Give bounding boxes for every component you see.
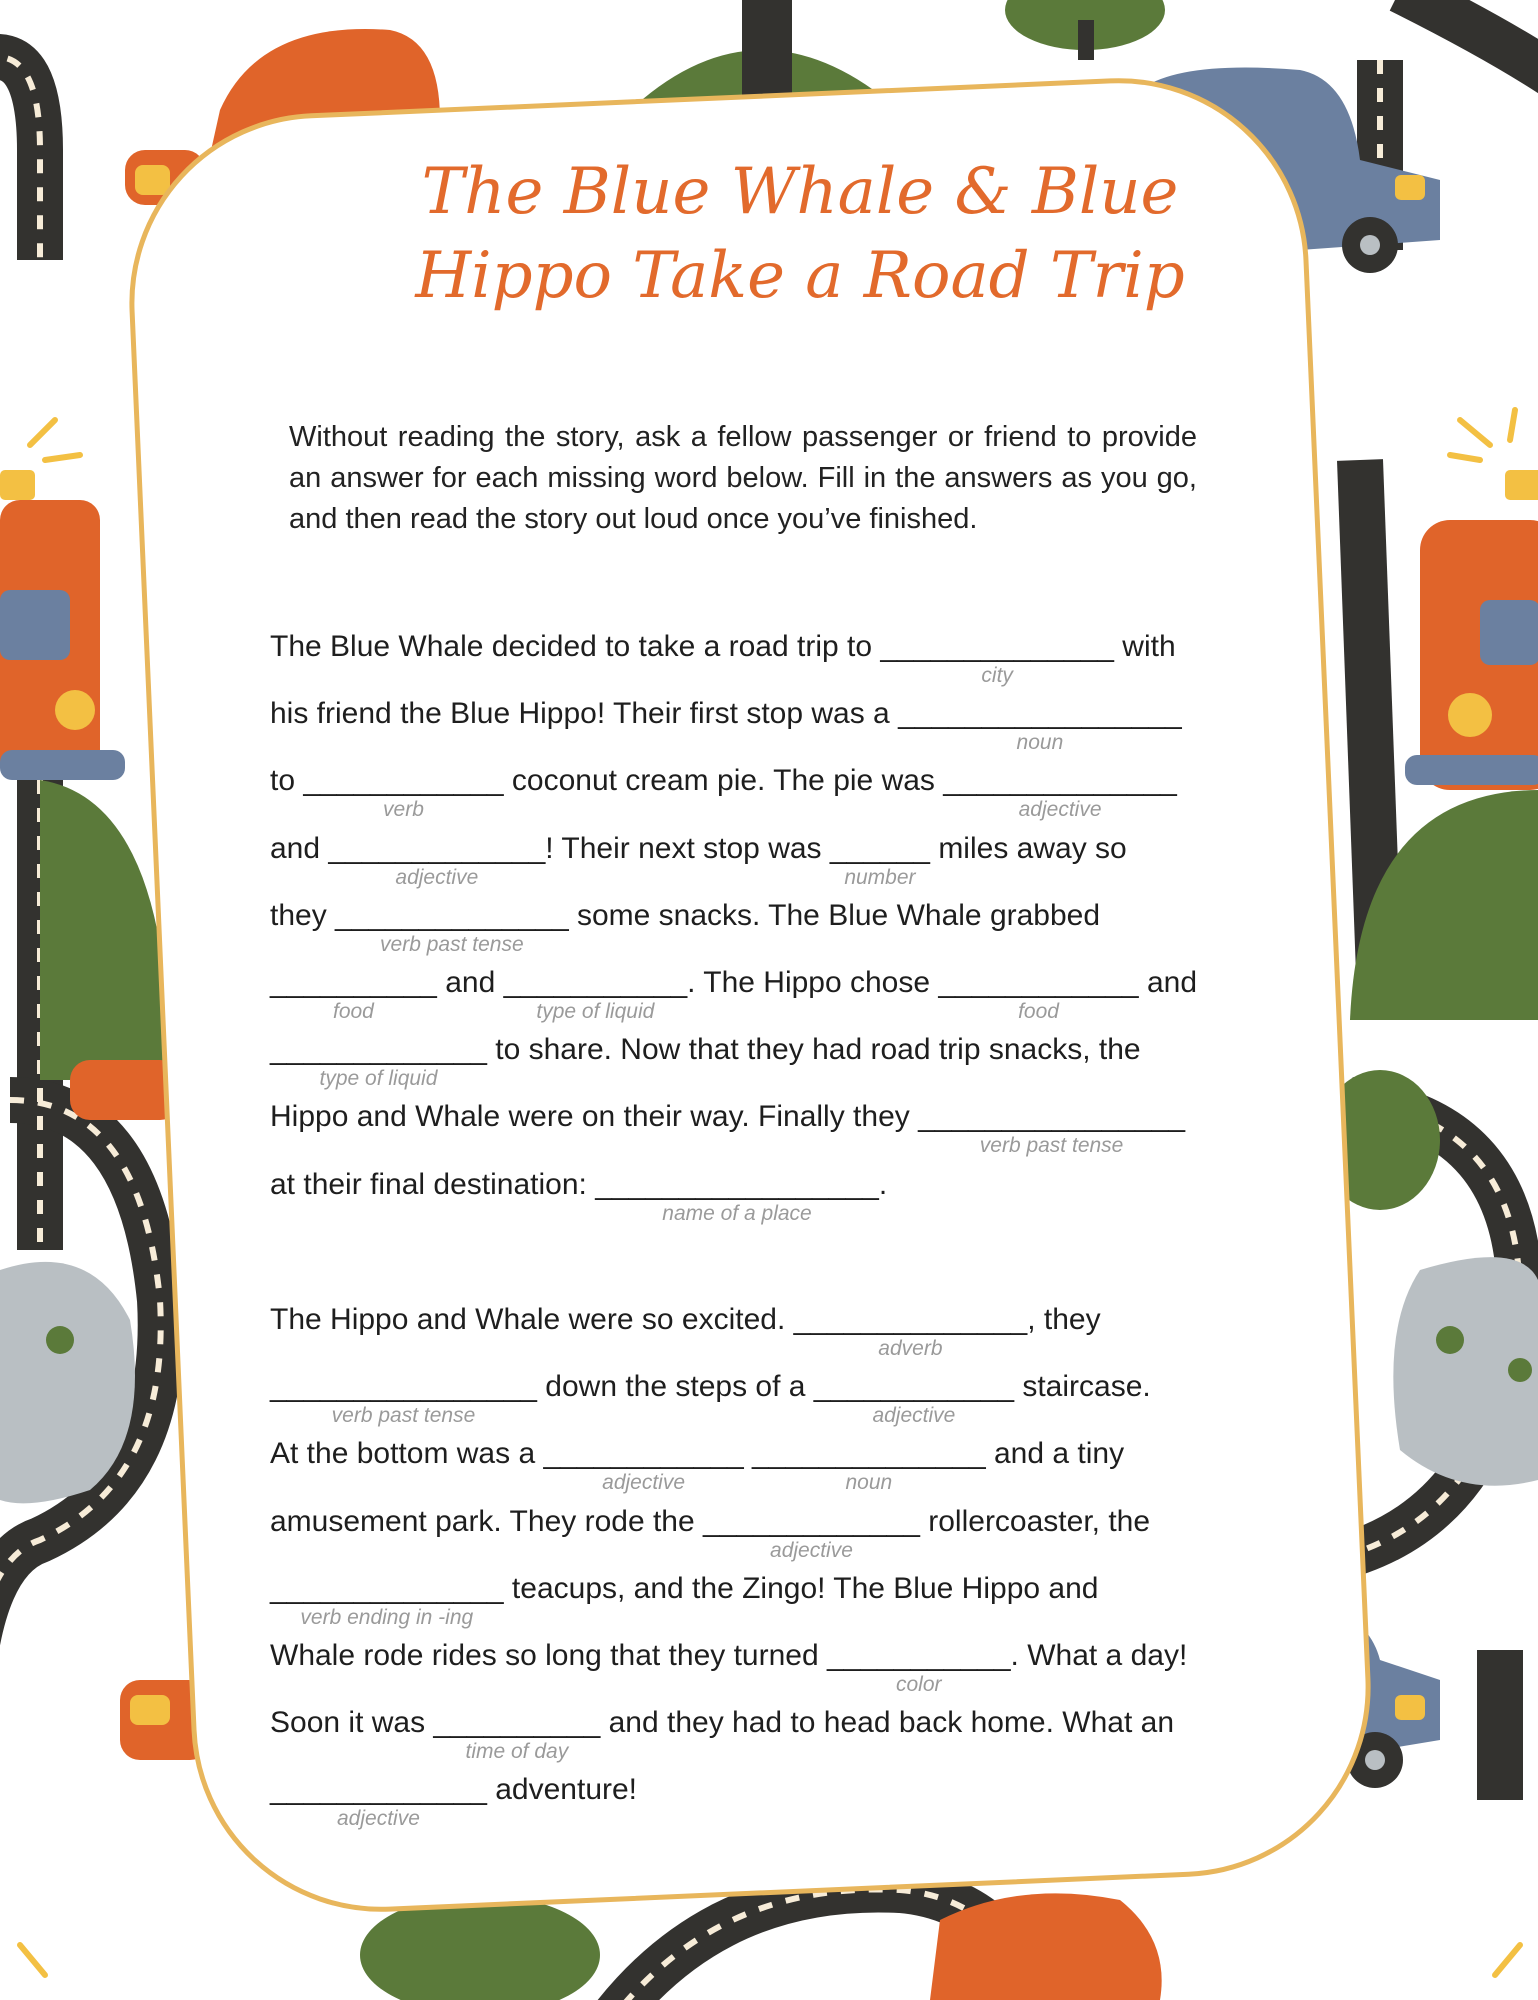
- story-text-segment: ! Their next stop was: [545, 831, 830, 865]
- answer-blank[interactable]: [880, 630, 1114, 687]
- answer-blank[interactable]: [703, 1504, 920, 1562]
- story-text-segment: some snacks. The Blue Whale grabbed: [568, 898, 1101, 932]
- blank-hint: verb: [383, 798, 424, 822]
- blank-hint: type of liquid: [319, 1067, 438, 1091]
- story-text-segment: and: [1138, 966, 1197, 999]
- story-text-segment: down the steps of a: [536, 1370, 814, 1404]
- answer-blank[interactable]: [433, 1706, 601, 1764]
- blank-hint: number: [844, 865, 916, 889]
- blank-line: ______________: [793, 1303, 1028, 1336]
- story-text-segment: his friend the Blue Hippo! Their first stop was a: [270, 697, 899, 731]
- blank-hint: city: [981, 664, 1013, 687]
- tree-trunk: [1078, 20, 1094, 60]
- story-text-segment: Soon it was: [270, 1706, 434, 1740]
- story-text-segment: At the bottom was a: [270, 1437, 544, 1471]
- story-text-segment: to share. Now that they had road trip snacks, the: [486, 1033, 1141, 1067]
- story-text-segment: and: [270, 831, 329, 865]
- story-text-segment: adventure!: [486, 1773, 638, 1807]
- blank-line: ______________: [880, 630, 1114, 663]
- story-line: [270, 1437, 1125, 1495]
- blank-line: _________________: [595, 1167, 879, 1201]
- blank-hint: adjective: [395, 865, 479, 889]
- blank-hint: time of day: [465, 1740, 569, 1764]
- blank-hint: verb past tense: [979, 1134, 1124, 1158]
- story-text-segment: and a tiny: [985, 1437, 1125, 1471]
- blank-line: ______: [829, 831, 930, 865]
- blank-line: ____________: [543, 1437, 744, 1471]
- answer-blank[interactable]: [938, 966, 1139, 1023]
- story-text-segment: at their final destination:: [270, 1167, 596, 1201]
- blank-hint: verb ending in -ing: [300, 1605, 474, 1629]
- answer-blank[interactable]: [270, 966, 437, 1023]
- blank-line: ______________: [270, 1571, 504, 1605]
- blank-hint: type of liquid: [536, 1000, 655, 1023]
- blank-hint: verb past tense: [380, 932, 524, 956]
- answer-blank[interactable]: [303, 764, 504, 822]
- story-line: [270, 1504, 1151, 1562]
- story-line: [270, 1303, 1101, 1360]
- answer-blank[interactable]: [503, 966, 688, 1023]
- orange-car-icon: [930, 1893, 1162, 2000]
- story-line: [270, 831, 1127, 889]
- story-text-segment: , they: [1027, 1303, 1101, 1336]
- answer-blank[interactable]: [752, 1437, 986, 1495]
- blank-hint: adjective: [602, 1471, 686, 1495]
- story-text-segment: with: [1113, 630, 1176, 663]
- answer-blank[interactable]: [595, 1167, 879, 1225]
- story-text-segment: they: [270, 898, 336, 932]
- blank-line: ___________: [827, 1639, 1011, 1672]
- blank-line: _________________: [898, 697, 1182, 731]
- blank-line: __________: [433, 1706, 601, 1740]
- orange-car-icon: [0, 470, 125, 780]
- story-text-segment: and they had to head back home. What an: [600, 1706, 1175, 1740]
- blank-line: _____________: [703, 1504, 920, 1538]
- story-line: [270, 1639, 1188, 1696]
- story-text-segment: staircase.: [1014, 1370, 1151, 1404]
- answer-blank[interactable]: [543, 1437, 744, 1495]
- blank-hint: adjective: [770, 1538, 853, 1562]
- story-line: [270, 966, 1197, 1023]
- title-line-2: Hippo Take a Road Trip: [415, 239, 1185, 313]
- story-text-segment: and: [436, 966, 504, 999]
- story-text-segment: rollercoaster, the: [919, 1504, 1151, 1538]
- story-text-segment: . The Hippo chose: [687, 966, 939, 999]
- story-line: [270, 1706, 1175, 1764]
- answer-blank[interactable]: [270, 1571, 504, 1629]
- blank-line: ____________: [813, 1370, 1015, 1404]
- blank-hint: noun: [1016, 731, 1064, 755]
- answer-blank[interactable]: [918, 1100, 1186, 1158]
- answer-blank[interactable]: [829, 831, 930, 889]
- blank-line: ________________: [918, 1100, 1186, 1134]
- answer-blank[interactable]: [898, 697, 1182, 755]
- blank-hint: food: [332, 1000, 374, 1023]
- story-text-segment: amusement park. They rode the: [270, 1504, 704, 1538]
- story-text-segment: coconut cream pie. The pie was: [503, 764, 944, 798]
- blank-line: _____________: [270, 1033, 487, 1067]
- blank-line: ___________: [503, 966, 688, 999]
- answer-blank[interactable]: [793, 1303, 1028, 1360]
- answer-blank[interactable]: [943, 764, 1177, 822]
- answer-blank[interactable]: [813, 1370, 1015, 1428]
- story-text-segment: The Hippo and Whale were so excited.: [270, 1303, 794, 1336]
- story-text-segment: teacups, and the Zingo! The Blue Hippo and: [503, 1571, 1099, 1605]
- blank-line: ______________: [752, 1437, 986, 1471]
- story-text-segment: miles away so: [929, 831, 1127, 865]
- story-line: [270, 898, 1101, 956]
- answer-blank[interactable]: [270, 1370, 537, 1428]
- blank-line: _____________: [328, 831, 546, 865]
- story-line: [270, 1100, 1186, 1158]
- blank-line: ________________: [270, 1370, 537, 1404]
- blank-line: __________: [270, 966, 437, 999]
- story-line: [270, 764, 1177, 822]
- orange-car-icon: [1405, 470, 1538, 790]
- story-line: [270, 1167, 888, 1225]
- blank-line: ____________: [303, 764, 504, 798]
- story-text-segment: The Blue Whale decided to take a road trip to: [270, 630, 881, 663]
- story-text-segment: Hippo and Whale were on their way. Finally they: [270, 1100, 919, 1134]
- answer-blank[interactable]: [270, 1773, 487, 1831]
- story-text-segment: Whale rode rides so long that they turned: [270, 1639, 827, 1672]
- story-line: [270, 1571, 1099, 1629]
- story-line: [270, 1773, 638, 1831]
- blank-hint: adjective: [337, 1807, 420, 1831]
- story-line: [270, 630, 1176, 687]
- blank-hint: adverb: [878, 1337, 943, 1360]
- blank-hint: color: [896, 1673, 942, 1696]
- answer-blank[interactable]: [335, 898, 569, 956]
- blank-hint: adjective: [1018, 798, 1102, 822]
- story-text-segment: .: [878, 1167, 888, 1201]
- page-title: [300, 150, 1300, 318]
- story-text-segment: [744, 1437, 752, 1470]
- story-line: [270, 1370, 1151, 1428]
- answer-blank[interactable]: [270, 1033, 487, 1091]
- blank-line: _____________: [270, 1773, 487, 1807]
- blank-line: ______________: [335, 898, 569, 932]
- story-line: [270, 697, 1182, 755]
- answer-blank[interactable]: [328, 831, 546, 889]
- story-line: [270, 1033, 1141, 1091]
- blank-line: ____________: [938, 966, 1139, 999]
- blank-hint: adjective: [872, 1404, 956, 1428]
- blank-hint: verb past tense: [331, 1404, 476, 1428]
- instructions: Without reading the story, ask a fellow passenger or friend to provide an answer for each missing word below. Fill in the answers as you go, and then read the story out loud once you’ve finished.: [289, 421, 1197, 535]
- story-text-segment: . What a day!: [1010, 1639, 1188, 1672]
- bush-icon: [40, 780, 170, 1080]
- title-line-1: The Blue Whale & Blue: [421, 155, 1179, 229]
- answer-blank[interactable]: [827, 1639, 1011, 1696]
- blank-hint: food: [1018, 1000, 1059, 1023]
- blank-line: ______________: [943, 764, 1177, 798]
- blank-hint: noun: [845, 1471, 893, 1495]
- story-text-segment: to: [270, 764, 304, 798]
- blank-hint: name of a place: [662, 1201, 812, 1225]
